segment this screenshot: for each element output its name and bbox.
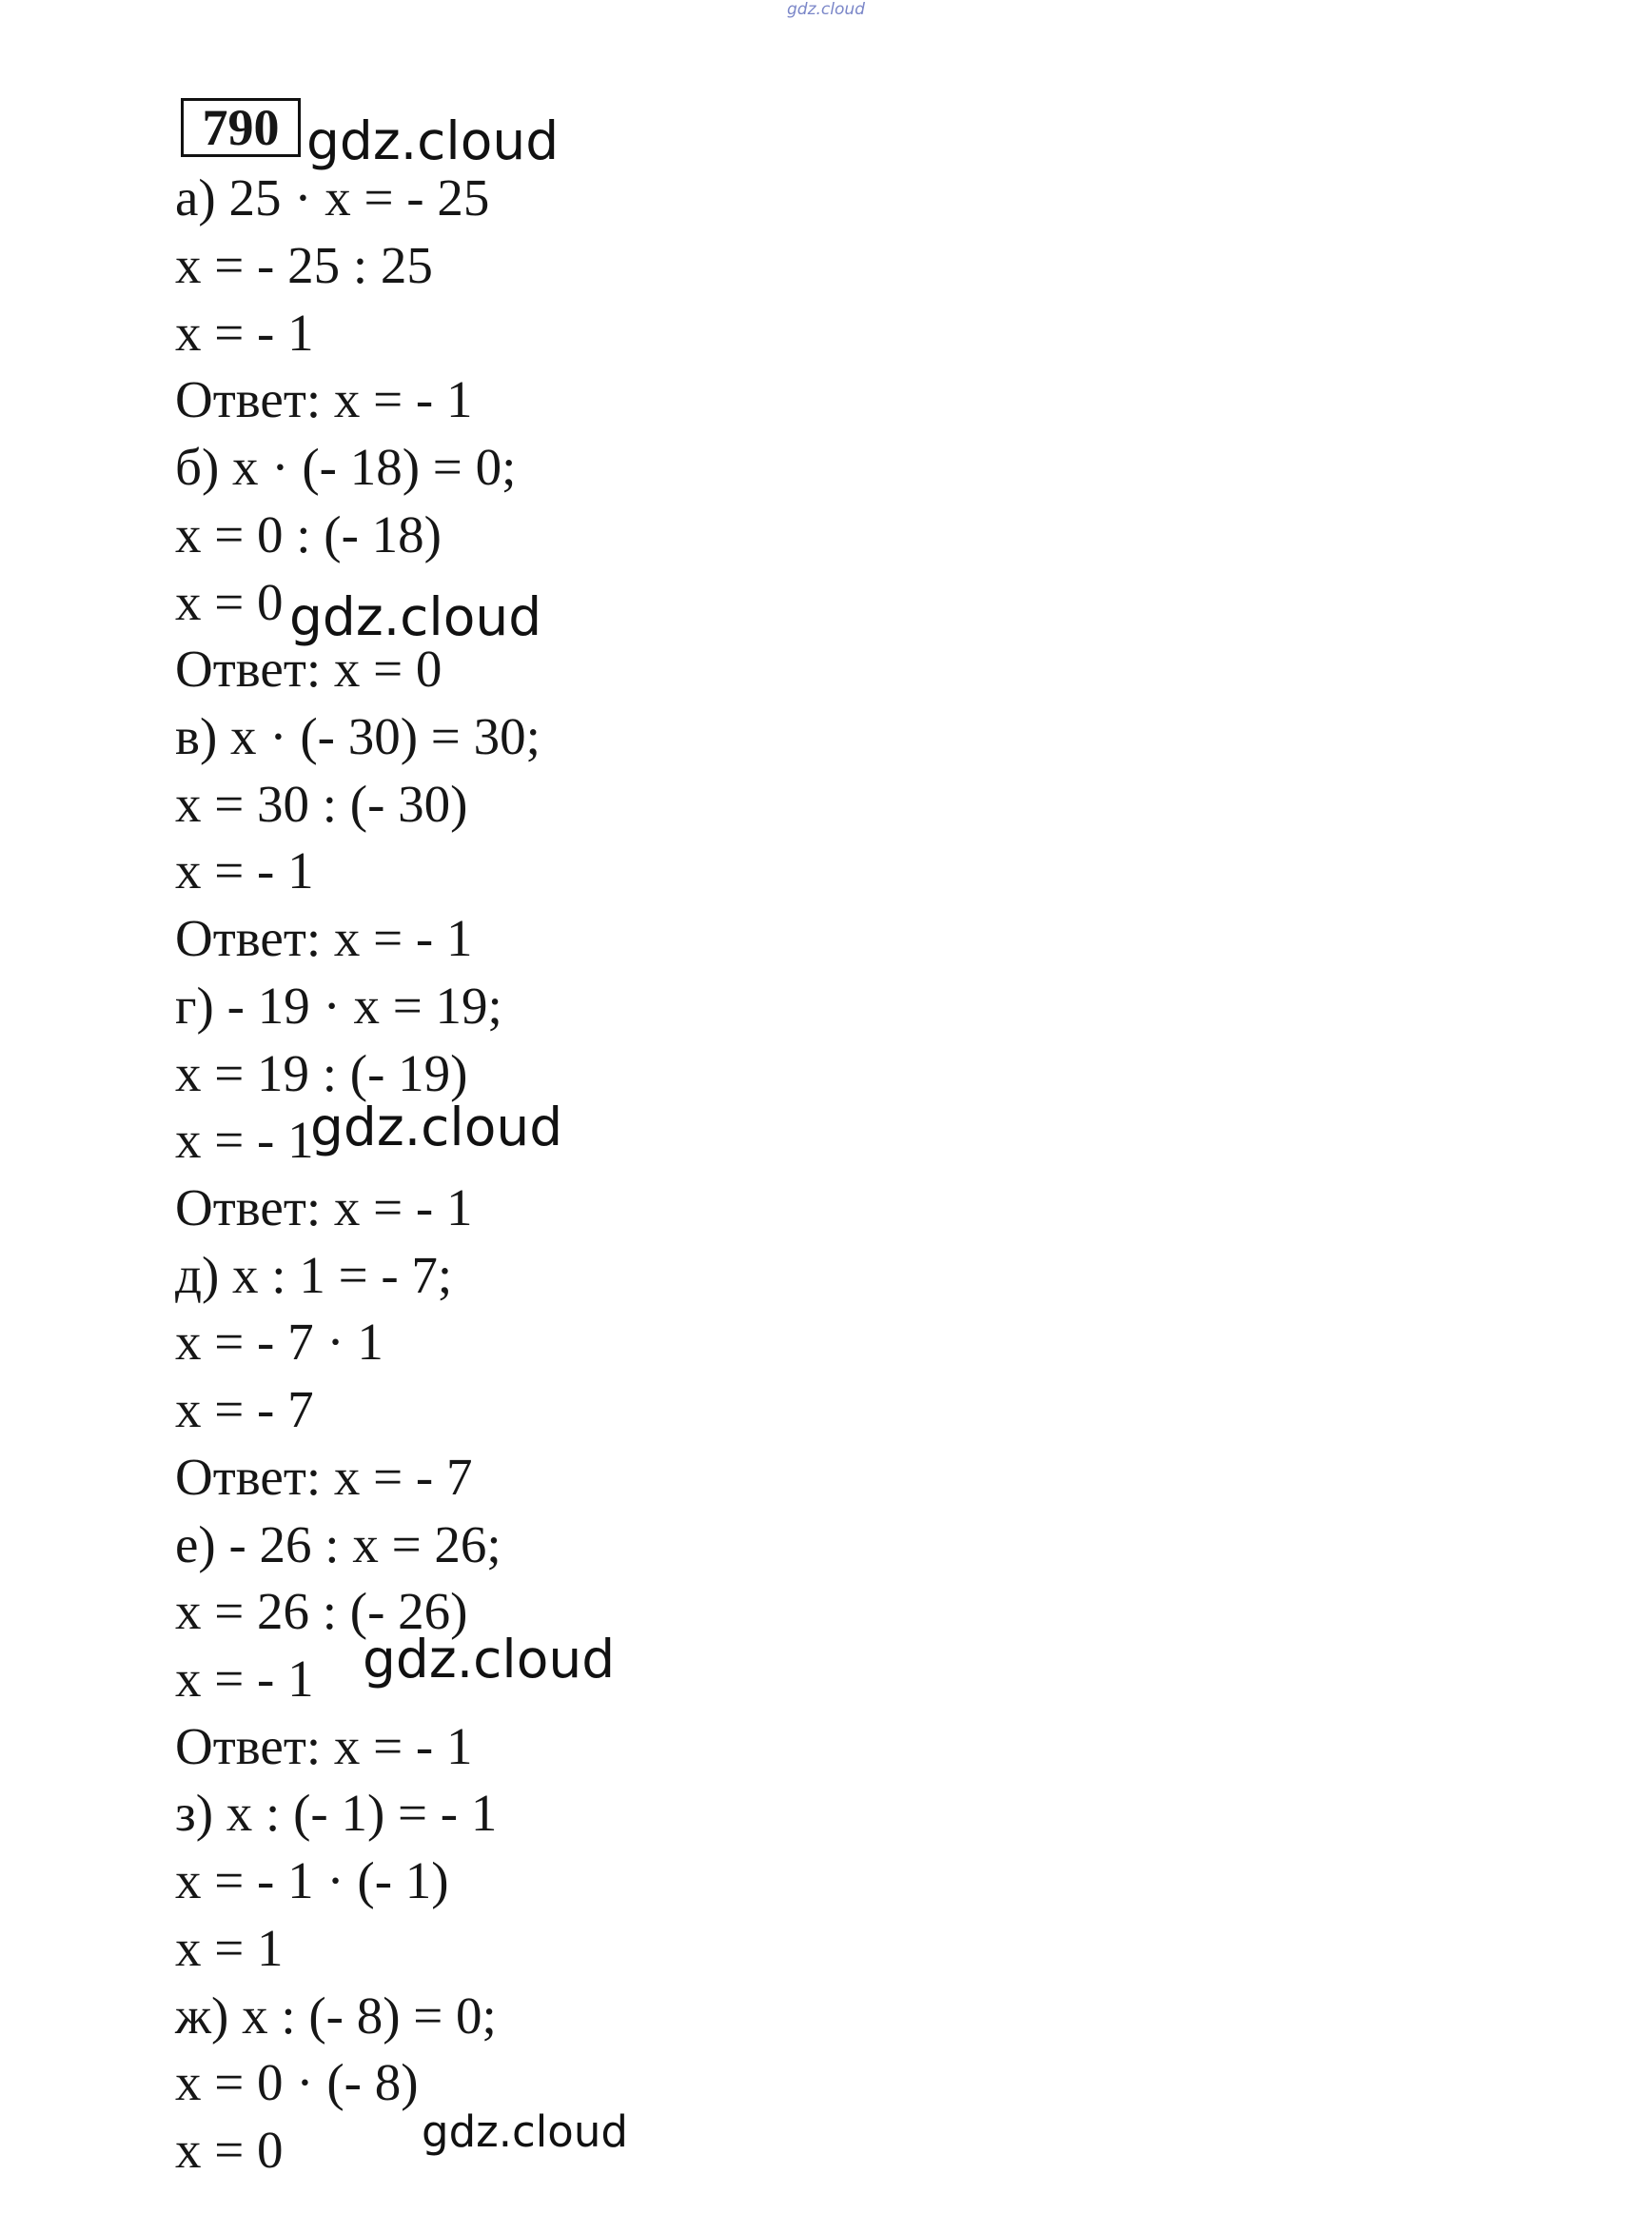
watermark: gdz.cloud (289, 586, 542, 647)
solution-line: д) х : 1 = - 7; (175, 1246, 453, 1304)
watermark: gdz.cloud (422, 2106, 628, 2157)
solution-line: е) - 26 : х = 26; (175, 1515, 502, 1573)
solution-line: х = - 7 (175, 1380, 314, 1438)
answer-line: Ответ: х = - 1 (175, 370, 473, 428)
solution-line: х = 26 : (- 26) (175, 1582, 468, 1640)
answer-line: Ответ: х = 0 (175, 640, 442, 698)
solution-line: х = 19 : (- 19) (175, 1044, 468, 1102)
solution-line: б) х · (- 18) = 0; (175, 438, 517, 496)
answer-line: Ответ: х = - 1 (175, 1178, 473, 1236)
solution-line: х = - 7 · 1 (175, 1313, 384, 1371)
solution-line: г) - 19 · х = 19; (175, 977, 502, 1035)
solution-line: х = - 1 (175, 304, 314, 362)
solution-line: х = - 1 · (- 1) (175, 1851, 449, 1909)
solution-line: х = 0 (175, 2121, 284, 2179)
solution-line: х = 0 : (- 18) (175, 505, 442, 563)
top-watermark: gdz.cloud (787, 0, 865, 19)
solution-line: а) 25 · х = - 25 (175, 168, 490, 227)
solution-line: х = - 1 (175, 1111, 314, 1169)
solution-line: х = 30 : (- 30) (175, 775, 468, 833)
solution-line: х = - 1 (175, 1650, 314, 1708)
answer-line: Ответ: х = - 7 (175, 1448, 473, 1506)
problem-number: 790 (181, 98, 301, 157)
solution-line: х = - 25 : 25 (175, 236, 433, 294)
solution-line: з) х : (- 1) = - 1 (175, 1784, 498, 1842)
watermark: gdz.cloud (310, 1097, 563, 1157)
solution-line: х = 0 · (- 8) (175, 2053, 419, 2111)
answer-line: Ответ: х = - 1 (175, 1717, 473, 1775)
solution-line: х = - 1 (175, 841, 314, 900)
solution-line: х = 0 (175, 573, 284, 631)
solution-line: в) х · (- 30) = 30; (175, 707, 541, 765)
watermark: gdz.cloud (363, 1629, 616, 1690)
solution-line: ж) х : (- 8) = 0; (175, 1987, 497, 2045)
solution-line: х = 1 (175, 1919, 284, 1977)
answer-line: Ответ: х = - 1 (175, 909, 473, 967)
watermark: gdz.cloud (306, 110, 560, 171)
